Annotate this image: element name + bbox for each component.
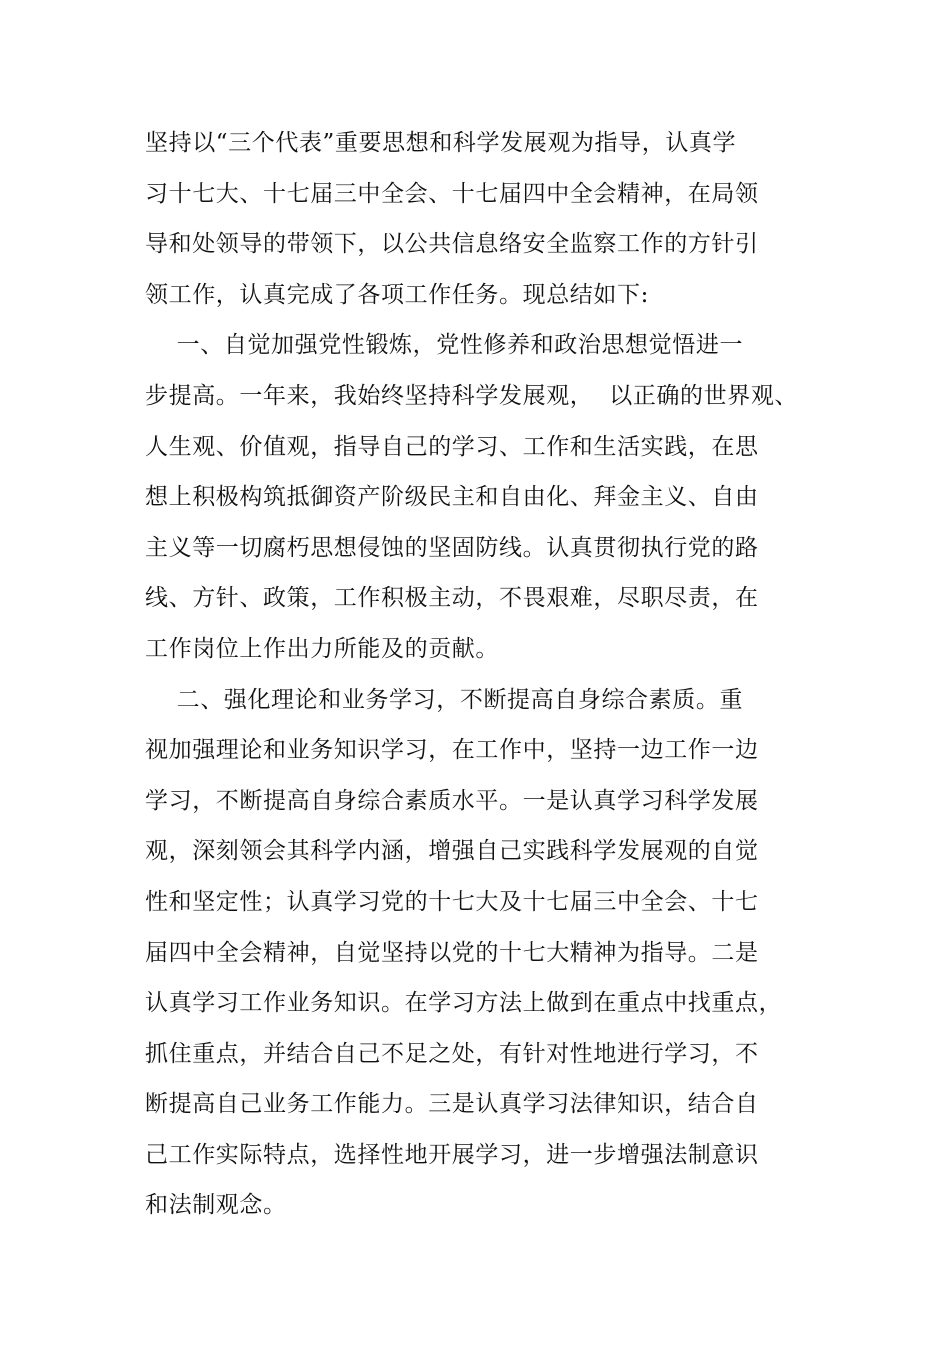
text-line: 己工作实际特点，选择性地开展学习，进一步增强法制意识 [145, 1141, 759, 1168]
text-line: 一、自觉加强党性锻炼，党性修养和政治思想觉悟进一 [145, 332, 744, 359]
text-line: 主义等一切腐朽思想侵蚀的坚固防线。认真贯彻执行党的路 [145, 534, 759, 561]
text-line: 坚持以“三个代表”重要思想和科学发展观为指导，认真学 [145, 130, 737, 156]
text-line: 步提高。一年来，我始终坚持科学发展观， 以正确的世界观、 [145, 382, 799, 409]
text-line: 抓住重点，并结合自己不足之处，有针对性地进行学习，不 [145, 1040, 759, 1067]
text-line: 性和坚定性；认真学习党的十七大及十七届三中全会、十七 [145, 888, 759, 915]
text-line: 导和处领导的带领下，以公共信息络安全监察工作的方针引 [145, 231, 759, 258]
text-line: 领工作，认真完成了各项工作任务。现总结如下: [145, 281, 649, 308]
body-text [145, 118, 805, 1231]
text-line: 届四中全会精神，自觉坚持以党的十七大精神为指导。二是 [145, 939, 759, 966]
text-line: 观，深刻领会其科学内涵，增强自己实践科学发展观的自觉 [145, 838, 759, 865]
text-line: 线、方针、政策，工作积极主动，不畏艰难，尽职尽责，在 [145, 585, 759, 612]
text-line: 二、强化理论和业务学习，不断提高自身综合素质。重 [145, 686, 744, 713]
text-line: 断提高自己业务工作能力。三是认真学习法律知识，结合自 [145, 1091, 759, 1118]
text-line: 习十七大、十七届三中全会、十七届四中全会精神，在局领 [145, 180, 759, 207]
text-line: 想上积极构筑抵御资产阶级民主和自由化、拜金主义、自由 [145, 484, 759, 511]
text-line: 学习，不断提高自身综合素质水平。一是认真学习科学发展 [145, 787, 759, 814]
text-line: 工作岗位上作出力所能及的贡献。 [145, 635, 499, 662]
text-line: 和法制观念。 [145, 1192, 287, 1219]
text-line: 视加强理论和业务知识学习，在工作中，坚持一边工作一边 [145, 737, 759, 764]
text-line: 人生观、价值观，指导自己的学习、工作和生活实践，在思 [145, 433, 759, 460]
text-line: 认真学习工作业务知识。在学习方法上做到在重点中找重点， [145, 990, 783, 1017]
